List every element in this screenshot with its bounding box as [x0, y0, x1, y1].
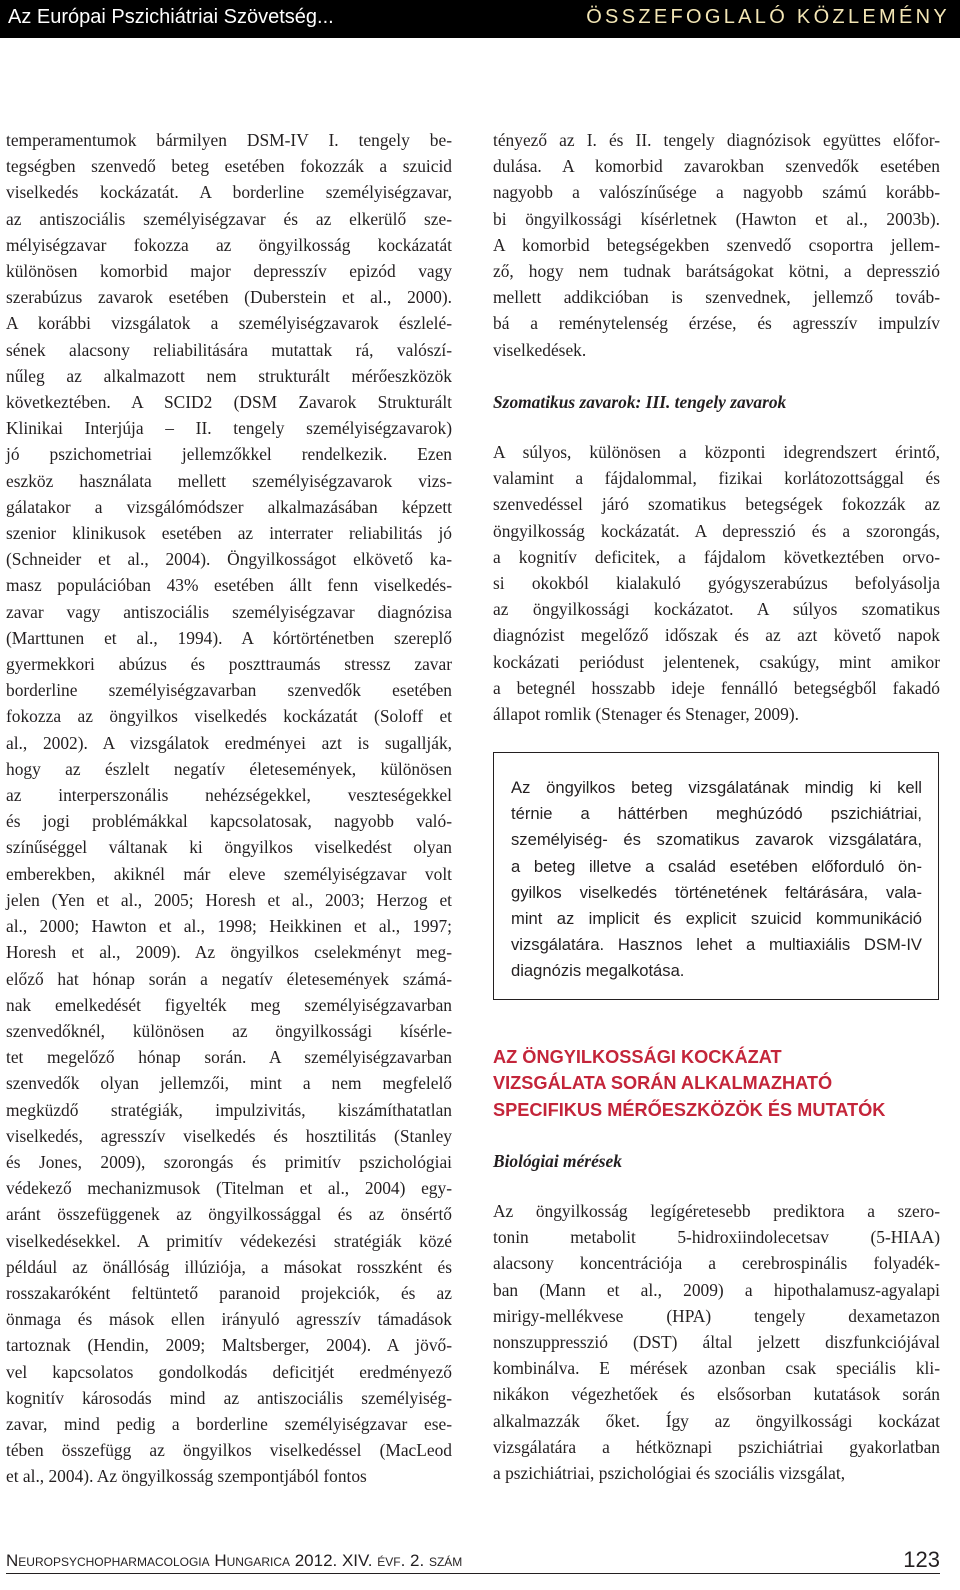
- text-line: tében összefügg az öngyilkos viselkedéssel (MacLeod: [6, 1440, 452, 1461]
- page-footer: [6, 1547, 940, 1577]
- text-line: ző, hogy nem tudnak barátságokat kötni, a depresszió: [493, 261, 940, 282]
- text-line: Az öngyilkosság legígéretesebb prediktora a szero-: [493, 1201, 940, 1221]
- running-header: [0, 0, 960, 38]
- text-line: tényező az I. és II. tengely diagnózisok együttes előfor-: [493, 130, 940, 150]
- text-line: mint az implicit és explicit szuicid kommunikáció: [511, 909, 922, 929]
- text-line: vel kapcsolatos gondolkodás deficitjét eredményező: [6, 1361, 452, 1382]
- text-line: öngyilkosság kockázatát. A depresszió és a szorongás,: [493, 520, 940, 541]
- text-line: az antiszociális személyiségzavar és az elkerülő sze-: [6, 208, 452, 229]
- text-line: masz populációban 43% esetében állt fenn viselkedés-: [6, 575, 452, 596]
- text-line: szenior klinikusok esetében az interrater reliabilitás jó: [6, 523, 452, 544]
- text-line: személyiség- és szomatikus zavarok vizsgálatára,: [511, 830, 922, 850]
- text-line: és Jones, 2009), szorongás és primitív pszichológiai: [6, 1151, 452, 1172]
- text-line: emberekben, akiknél már eleve személyiségzavar volt: [6, 863, 452, 884]
- text-line: Horesh et al., 2009). Az öngyilkos cselekményt meg-: [6, 942, 452, 963]
- text-line: védekező mechanizmusok (Titelman et al., 2004) egy-: [6, 1178, 452, 1199]
- text-line: Az öngyilkos beteg vizsgálatának mindig ki kell: [511, 778, 922, 797]
- text-line: valamint a fájdalommal, fizikai korlátozottsággal és: [493, 468, 940, 489]
- text-line: és jogi problémákkal kapcsolatosak, nagyobb való-: [6, 811, 452, 832]
- text-line: mirigy-mellékvese (HPA) tengely dexametazon: [493, 1305, 940, 1326]
- highlight-box: [493, 752, 939, 1000]
- text-line: A komorbid betegségekben szenvedő csoportra jellem-: [493, 234, 940, 255]
- text-line: előző hat hónap során a negatív életesemények számá-: [6, 968, 452, 989]
- left-column: [6, 127, 452, 1490]
- text-line: (Marttunen et al., 1994). A kórtörténetben szereplő: [6, 627, 452, 648]
- text-line: szenvedőknél, különösen az öngyilkossági kísérle-: [6, 1020, 452, 1041]
- text-line: bá a reménytelenség érzése, és agresszív impulzív: [493, 313, 940, 334]
- text-line: nagyobb a valószínűsége a nagyobb számú korább-: [493, 182, 940, 203]
- text-line: tegségben szenvedő beteg esetében fokozzák a szuicid: [6, 156, 452, 177]
- body-paragraph-left: [6, 127, 452, 1490]
- text-line: bi öngyilkossági kísérletnek (Hawton et al., 2003b).: [493, 208, 940, 229]
- text-line: következtében. A SCID2 (DSM Zavarok Strukturált: [6, 392, 452, 413]
- text-line: a kognitív deficitek, a fájdalom következtében orvo-: [493, 546, 940, 567]
- text-line: ban (Mann et al., 2009) a hipothalamusz-agyalapi: [493, 1279, 940, 1300]
- text-line: VIZSGÁLATA SORÁN ALKALMAZHATÓ: [493, 1073, 833, 1094]
- text-line: fokozza az öngyilkos viselkedés kockázatát (Soloff et: [6, 706, 452, 727]
- text-line: szerabúzus zavarok esetében (Duberstein et al., 2000).: [6, 287, 452, 308]
- text-line: temperamentumok bármilyen DSM-IV I. tengely be-: [6, 130, 452, 150]
- text-line: dulása. A komorbid zavarokban szenvedők esetében: [493, 156, 940, 177]
- section-heading: [493, 1044, 940, 1123]
- text-line: et al., 2004). Az öngyilkosság szempontjából fontos: [6, 1466, 367, 1487]
- text-line: al., 2000; Hawton et al., 1998; Heikkinen et al., 1997;: [6, 916, 452, 937]
- text-line: SPECIFIKUS MÉRŐESZKÖZÖK ÉS MUTATÓK: [493, 1099, 886, 1120]
- text-line: nikákon végezhetőek és elsősorban kutatások során: [493, 1384, 940, 1405]
- text-line: viselkedésekkel. A primitív védekezési stratégiák közé: [6, 1230, 452, 1251]
- text-line: megküzdő stratégiák, impulzivitás, kiszámíthatatlan: [6, 1099, 452, 1120]
- text-line: hogy az észlelt negatív életesemények, különösen: [6, 758, 452, 779]
- text-line: viselkedés, agresszív viselkedés és hosztilitás (Stanley: [6, 1125, 452, 1146]
- text-line: vizsgálatára a hétköznapi pszichiátriai gyakorlatban: [493, 1436, 940, 1457]
- text-line: például az önállóság illúziója, a másokat rosszként és: [6, 1256, 452, 1277]
- right-column-bottom: [493, 1198, 940, 1486]
- page-number: 123: [903, 1547, 940, 1572]
- text-line: vizsgálatára. Hasznos lehet a multiaxiális DSM-IV: [511, 935, 922, 955]
- text-line: nonszuppresszió (DST) által jelzett diszfunkciójával: [493, 1332, 940, 1353]
- footer-journal-info: Neuropsychopharmacologia Hungarica 2012. XIV. évf. 2. szám: [6, 1551, 463, 1570]
- text-line: szenvedéssel járó szomatikus betegségek fokozzák az: [493, 494, 940, 515]
- body-paragraph-biological: [493, 1198, 940, 1486]
- text-line: mellett addikcióban is szenvednek, jellemző továb-: [493, 287, 940, 308]
- text-line: különösen komorbid major depresszív epizód vagy: [6, 261, 452, 282]
- text-line: az öngyilkossági kockázatot. A súlyos szomatikus: [493, 599, 940, 620]
- text-line: térnie a háttérben meghúzódó pszichiátriai,: [511, 804, 922, 824]
- text-line: kockázati periódust jelentenek, csakúgy, mint amikor: [493, 651, 940, 672]
- text-line: Klinikai Interjúja – II. tengely személyiségzavarok): [6, 418, 452, 439]
- text-line: szenvedők olyan jellemzői, mint a nem megfelelő: [6, 1073, 452, 1094]
- text-line: kombinálva. E mérések azonban csak speciális kli-: [493, 1358, 940, 1379]
- text-line: színűséggel váltanak ki öngyilkos viselkedést olyan: [6, 837, 452, 858]
- text-line: al., 2002). A vizsgálatok eredményei azt is sugallják,: [6, 732, 452, 753]
- text-line: borderline személyiségzavarban szenvedők esetében: [6, 680, 452, 701]
- text-line: aránt összefüggenek az öngyilkossággal és az önsértő: [6, 1204, 452, 1225]
- text-line: a pszichiátriai, pszichológiai és szociális vizsgálat,: [493, 1463, 846, 1484]
- text-line: (Schneider et al., 2004). Öngyilkosságot elkövető ka-: [6, 549, 452, 570]
- text-line: AZ ÖNGYILKOSSÁGI KOCKÁZAT: [493, 1047, 782, 1067]
- text-line: sének alacsony reliabilitására mutattak rá, valószí-: [6, 339, 452, 360]
- text-line: viselkedés kockázatát. A borderline személyiségzavar,: [6, 182, 452, 203]
- text-line: diagnózis megalkotása.: [511, 961, 685, 981]
- text-line: mélyiségzavar fokozza az öngyilkosság kockázatát: [6, 234, 452, 255]
- text-line: zavar, mind pedig a borderline személyiségzavar ese-: [6, 1413, 452, 1434]
- text-line: jelen (Yen et al., 2005; Horesh et al., 2003; Herzog et: [6, 889, 452, 910]
- text-line: jó pszichometriai jellemzőkkel rendelkezik. Ezen: [6, 444, 452, 465]
- subheading-somatic: Szomatikus zavarok: III. tengely zavarok: [493, 391, 787, 412]
- subheading-biological: Biológiai mérések: [493, 1151, 622, 1171]
- text-line: gyilkos viselkedés történetének feltárására, vala-: [511, 882, 922, 902]
- text-line: alacsony koncentrációja a cerebrospinális folyadék-: [493, 1253, 940, 1274]
- text-line: si okokból kialakuló gyógyszerabúzus befolyásolja: [493, 573, 940, 594]
- text-line: tonin metabolit 5-hidroxiindolecetsav (5-HIAA): [493, 1227, 940, 1248]
- header-article-title: Az Európai Pszichiátriai Szövetség...: [8, 6, 334, 28]
- text-line: a betegnél hosszabb ideje fennálló betegségből fakadó: [493, 677, 940, 698]
- text-line: állapot romlik (Stenager és Stenager, 2009).: [493, 704, 799, 725]
- body-paragraph-somatic: [493, 439, 940, 727]
- text-line: tartoznak (Hendin, 2009; Maltsberger, 2004). A jövő-: [6, 1335, 452, 1356]
- text-line: nak emelkedését figyelték meg személyiségzavarban: [6, 994, 452, 1015]
- text-line: viselkedések.: [493, 339, 587, 360]
- text-line: önmaga és mások ellen irányuló agresszív támadások: [6, 1309, 452, 1330]
- text-line: eszköz használata mellett személyiségzavarok vizs-: [6, 470, 452, 491]
- text-line: kognitív károsodás mind az antiszociális személyiség-: [6, 1387, 452, 1408]
- body-paragraph-comorbidity: [493, 127, 940, 363]
- text-line: diagnózist megelőző időszak és az azt követő napok: [493, 625, 940, 646]
- text-line: nűleg az alkalmazott nem strukturált mérőeszközök: [6, 365, 452, 386]
- text-line: A súlyos, különösen a központi idegrendszert érintő,: [493, 442, 940, 463]
- text-line: gálatakor a vizsgálómódszer alkalmazásában képzett: [6, 496, 452, 517]
- text-line: tet megelőző hónap során. A személyiségzavarban: [6, 1047, 452, 1068]
- right-column-top: [493, 127, 940, 727]
- text-line: A korábbi vizsgálatok a személyiségzavarok észlelé-: [6, 313, 452, 334]
- text-line: alkalmazzák őket. Így az öngyilkossági kockázat: [493, 1410, 940, 1431]
- footer-rule: [6, 1573, 940, 1574]
- text-line: rosszakaróként feltüntető paranoid projekciók, és az: [6, 1282, 452, 1303]
- text-line: a beteg illetve a család esetében előforduló ön-: [511, 856, 922, 876]
- header-article-type: ÖSSZEFOGLALÓ KÖZLEMÉNY: [586, 6, 950, 28]
- text-line: gyermekkori abúzus és poszttraumás stressz zavar: [6, 654, 452, 675]
- text-line: zavar vagy antiszociális személyiségzavar diagnózisa: [6, 601, 452, 622]
- text-line: az interperszonális nehézségekkel, veszteségekkel: [6, 785, 452, 806]
